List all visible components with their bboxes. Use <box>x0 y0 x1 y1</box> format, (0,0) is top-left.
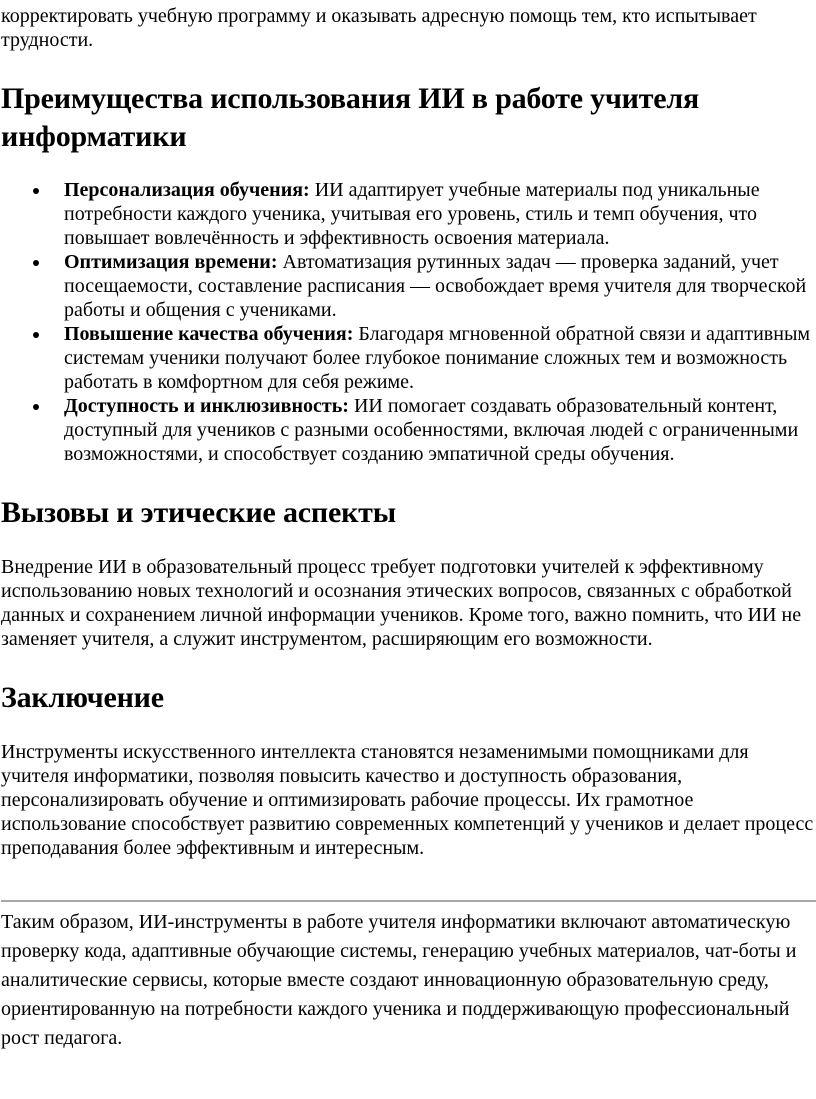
list-item-title: Персонализация обучения: <box>64 179 310 201</box>
list-item-title: Оптимизация времени: <box>64 251 278 273</box>
list-item-title: Доступность и инклюзивность: <box>64 395 349 417</box>
list-item-text: Автоматизация рутинных задач — проверка заданий, учет посещаемости, составление расписания — освобождает время учителя для творческой работы и общения с учениками. <box>64 251 807 321</box>
list-item-text: ИИ адаптирует учебные материалы под уникальные потребности каждого ученика, учитывая его уровень, стиль и темп обучения, что повышает вовлечённость и эффективность освоения материала. <box>64 179 760 249</box>
conclusion-heading: Заключение <box>1 681 164 714</box>
challenges-heading: Вызовы и этические аспекты <box>1 496 396 529</box>
advantages-list <box>1 178 816 466</box>
list-item-personalization <box>64 178 816 250</box>
conclusion-paragraph: Инструменты искусственного интеллекта становятся незаменимыми помощниками для учителя информатики, позволяя повысить качество и доступность образования, персонализировать обучение и оптимизировать рабочие процессы. Их грамотное использование способствует развитию современных компетенций у учеников и делает процесс преподавания более эффективным и интересным. <box>1 741 814 859</box>
advantages-heading: Преимущества использования ИИ в работе учителя информатики <box>1 82 700 153</box>
challenges-paragraph: Внедрение ИИ в образовательный процесс требует подготовки учителей к эффективному использованию новых технологий и осознания этических вопросов, связанных с обработкой данных и сохранением личной информации учеников. Кроме того, важно помнить, что ИИ не заменяет учителя, а служит инструментом, расширяющим его возможности. <box>1 556 802 650</box>
list-item-title: Повышение качества обучения: <box>64 323 354 345</box>
list-item-accessibility <box>64 394 816 466</box>
intro-paragraph: корректировать учебную программу и оказывать адресную помощь тем, кто испытывает трудности. <box>1 5 757 51</box>
list-item-time-optimization <box>64 250 816 322</box>
list-item-quality <box>64 322 816 394</box>
summary-paragraph: Таким образом, ИИ-инструменты в работе учителя информатики включают автоматическую проверку кода, адаптивные обучающие системы, генерацию учебных материалов, чат-боты и аналитические сервисы, которые вместе создают инновационную образовательную среду, ориентированную на потребности каждого ученика и поддерживающую профессиональный рост педагога. <box>1 911 797 1049</box>
list-item-text: Благодаря мгновенной обратной связи и адаптивным системам ученики получают более глубокое понимание сложных тем и возможность работать в комфортном для себя режиме. <box>64 323 811 393</box>
list-item-text: ИИ помогает создавать образовательный контент, доступный для учеников с разными особенностями, включая людей с ограниченными возможностями, и способствует созданию эмпатичной среды обучения. <box>64 395 799 465</box>
horizontal-divider <box>1 900 816 902</box>
